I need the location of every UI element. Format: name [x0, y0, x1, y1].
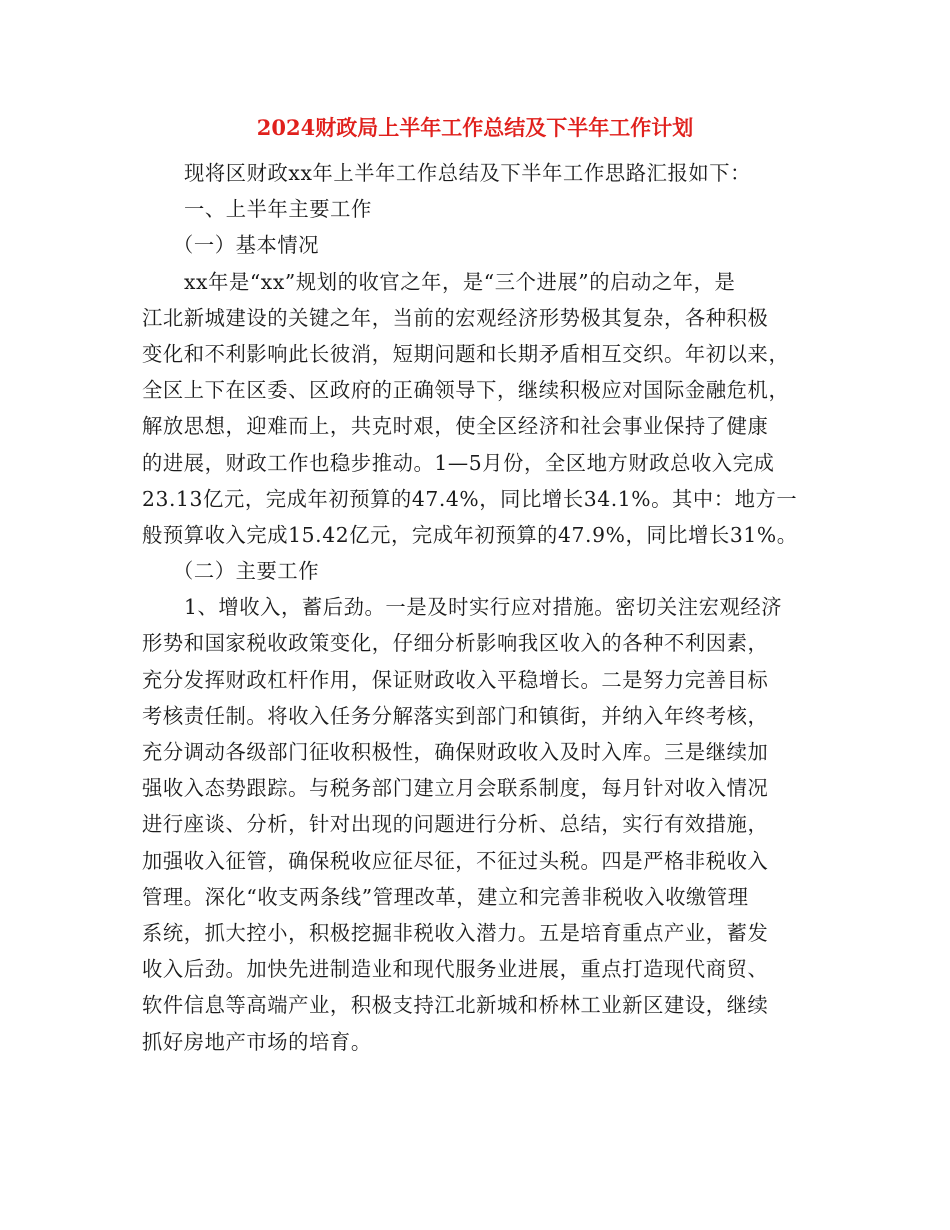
subsection-heading-main: （二）主要工作	[173, 559, 320, 584]
document-body	[142, 155, 814, 1060]
paragraph-line: 23.13亿元，完成年初预算的47.4%，同比增长34.1%。其中：地方一	[142, 486, 798, 511]
paragraph-line: 管理。深化“收支两条线”管理改革，建立和完善非税收入收缴管理	[142, 884, 749, 909]
paragraph-line: 考核责任制。将收入任务分解落实到部门和镇街，并纳入年终考核，	[142, 703, 769, 728]
paragraph-line: 强收入态势跟踪。与税务部门建立月会联系制度，每月针对收入情况	[142, 776, 769, 801]
subsection-heading-basic: （一）基本情况	[173, 233, 320, 258]
paragraph-line: 进行座谈、分析，针对出现的问题进行分析、总结，实行有效措施，	[142, 812, 769, 837]
paragraph-line: 充分调动各级部门征收积极性，确保财政收入及时入库。三是继续加	[142, 740, 769, 764]
paragraph-line: 江北新城建设的关键之年，当前的宏观经济形势极其复杂，各种积极	[142, 305, 769, 330]
paragraph-line: 形势和国家税收政策变化，仔细分析影响我区收入的各种不利因素，	[142, 631, 769, 656]
paragraph-line: 抓好房地产市场的培育。	[142, 1029, 372, 1054]
paragraph-line: 加强收入征管，确保税收应征尽征，不征过头税。四是严格非税收入	[142, 848, 769, 873]
paragraph-line: xx年是“xx”规划的收官之年，是“三个进展”的启动之年，是	[184, 269, 736, 294]
paragraph-line: 收入后劲。加快先进制造业和现代服务业进展，重点打造现代商贸、	[142, 957, 769, 982]
document-title: 2024财政局上半年工作总结及下半年工作计划	[256, 115, 694, 140]
paragraph-line: 变化和不利影响此长彼消，短期问题和长期矛盾相互交织。年初以来，	[142, 341, 790, 366]
paragraph-line: 软件信息等高端产业，积极支持江北新城和桥林工业新区建设，继续	[142, 993, 769, 1018]
intro-paragraph: 现将区财政xx年上半年工作总结及下半年工作思路汇报如下：	[184, 161, 751, 185]
paragraph-line: 解放思想，迎难而上，共克时艰，使全区经济和社会事业保持了健康	[142, 414, 769, 439]
paragraph-line: 的进展，财政工作也稳步推动。1—5月份，全区地方财政总收入完成	[142, 450, 775, 475]
paragraph-line: 系统，抓大控小，积极挖掘非税收入潜力。五是培育重点产业，蓄发	[142, 920, 769, 945]
paragraph-line: 1、增收入，蓄后劲。一是及时实行应对措施。密切关注宏观经济	[184, 595, 783, 620]
paragraph-line: 充分发挥财政杠杆作用，保证财政收入平稳增长。二是努力完善目标	[142, 667, 769, 692]
paragraph-line: 般预算收入完成15.42亿元，完成年初预算的47.9%，同比增长31%。	[142, 522, 798, 547]
paragraph-line: 全区上下在区委、区政府的正确领导下，继续积极应对国际金融危机，	[142, 378, 790, 403]
section-heading-1: 一、上半年主要工作	[184, 197, 372, 222]
